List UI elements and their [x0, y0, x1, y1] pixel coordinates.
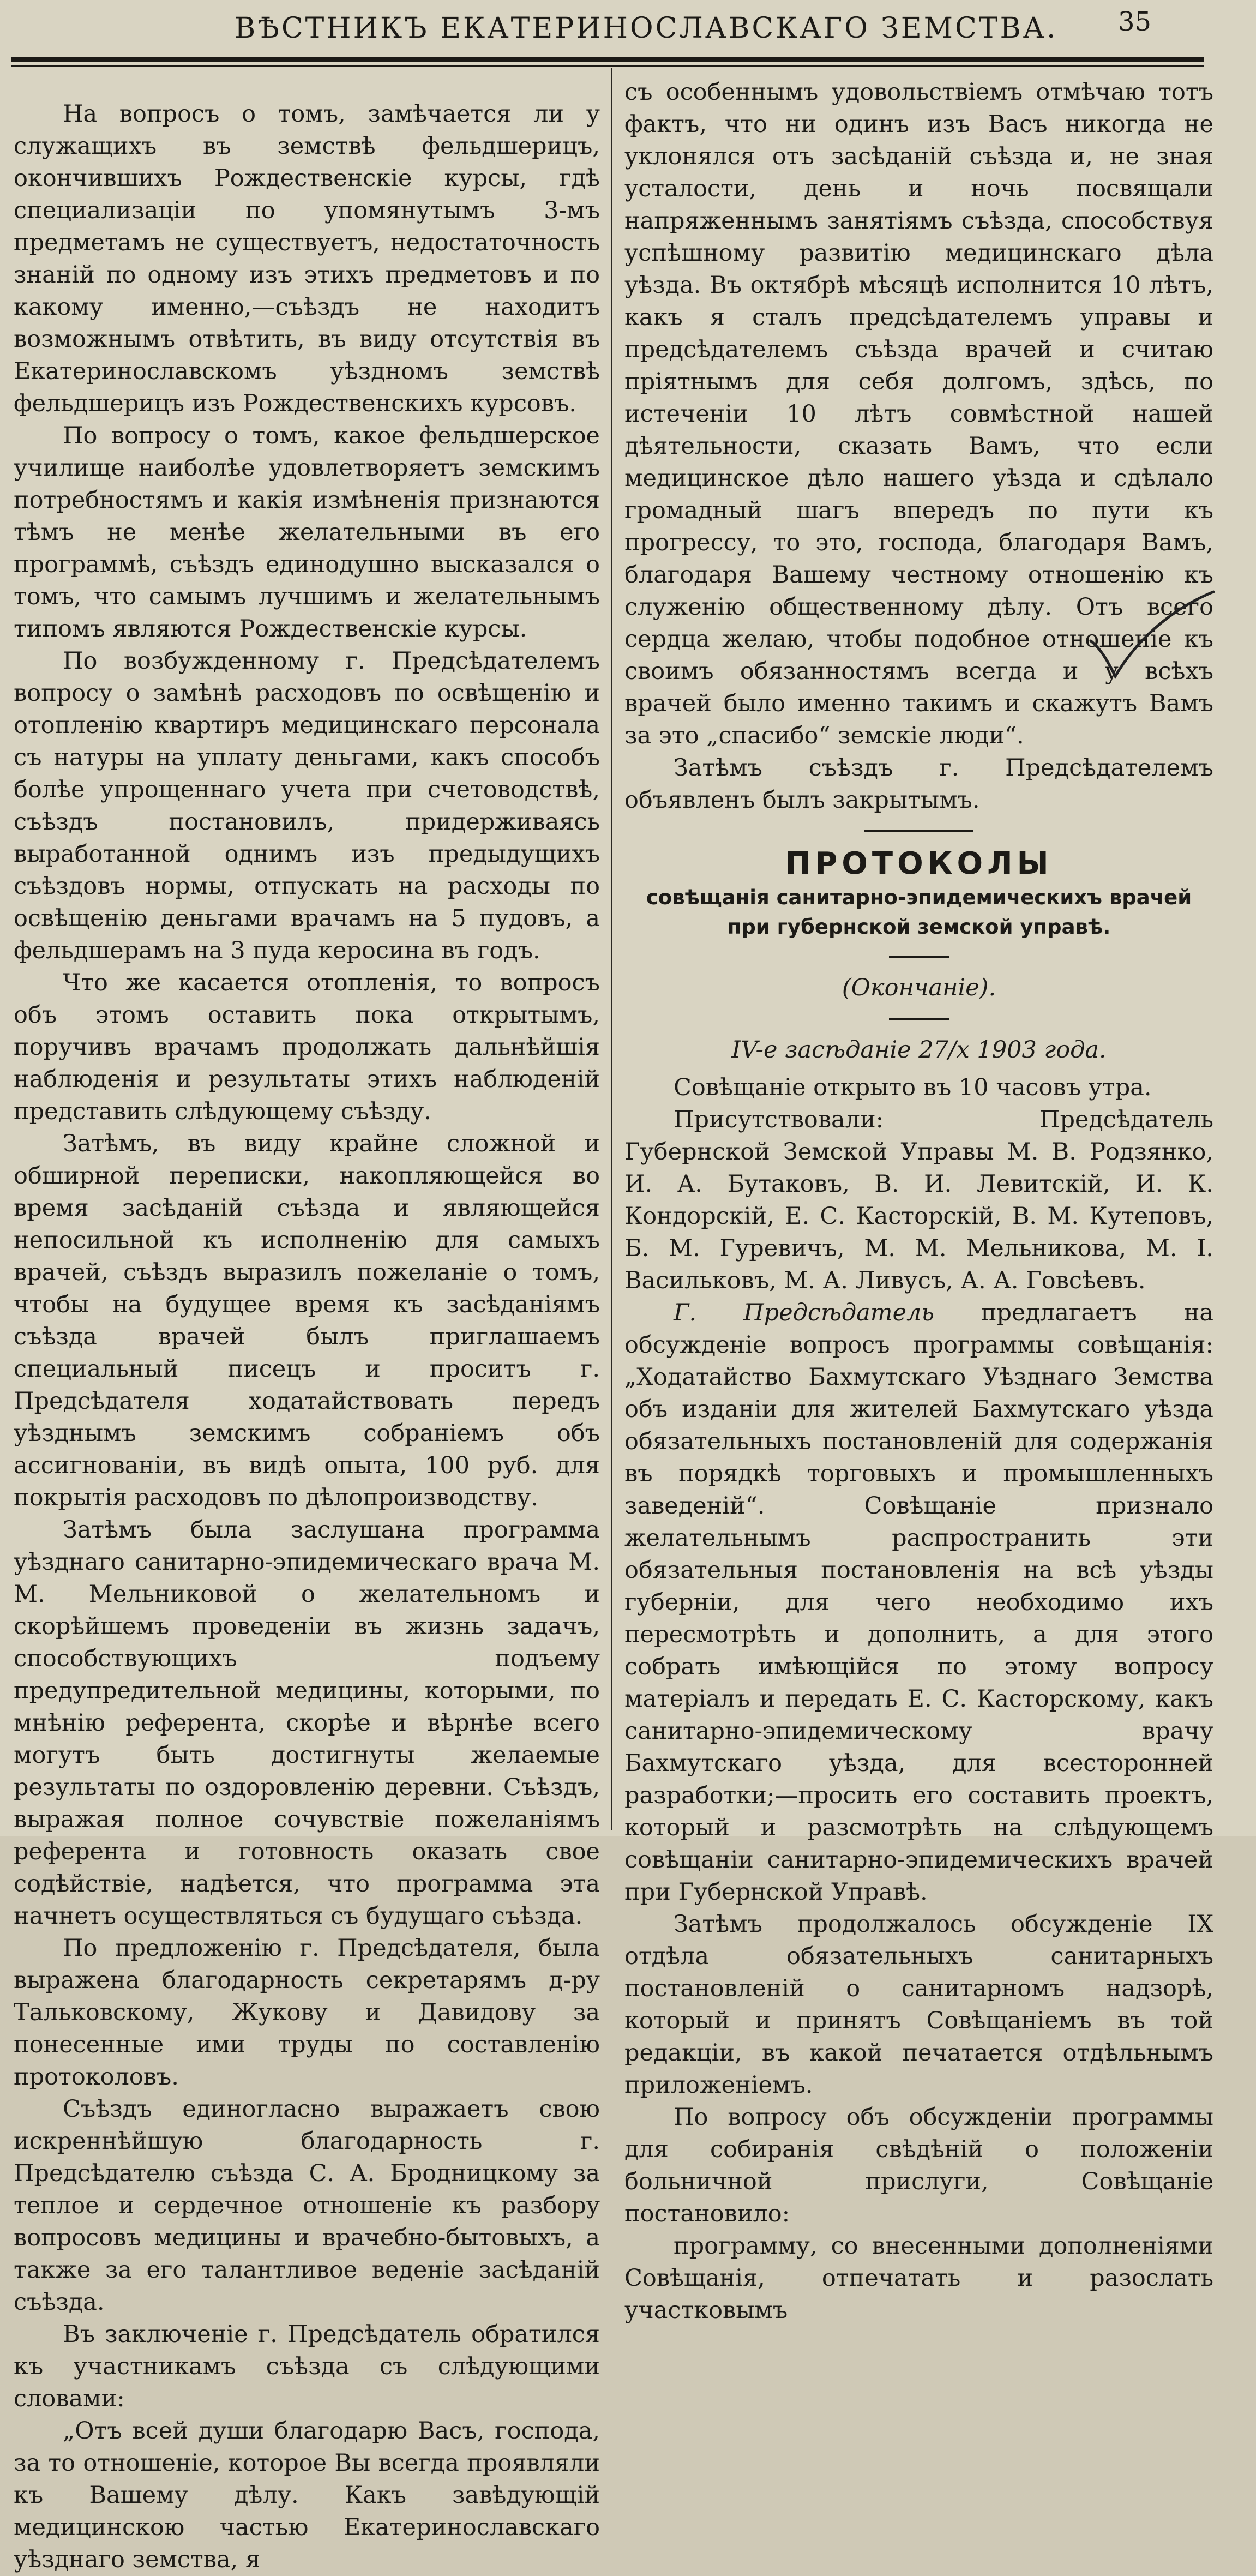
speaker-name: Г. Предсѣдатель — [674, 1299, 934, 1326]
divider-small — [889, 1018, 949, 1020]
paragraph — [624, 1297, 1213, 1908]
paragraph: По вопросу объ обсужденіи программы для собиранія свѣдѣній о положеніи больничной прислуги, Совѣщаніе постановило: — [624, 2104, 1213, 2227]
paragraph: Что же касается отопленія, то вопросъ объ этомъ оставить пока открытымъ, поручивъ врачамъ продолжать дальнѣйшія наблюденія и результаты этихъ наблюденій представить слѣдующему съѣзду. — [14, 969, 600, 1125]
protocol-title: ПРОТОКОЛЫ — [785, 846, 1053, 881]
paragraph: По возбужденному г. Предсѣдателемъ вопросу о замѣнѣ расходовъ по освѣщенію и отопленію квартиръ медицинскаго персонала съ натуры на уплату деньгами, какъ способъ болѣе упрощеннаго учета при счетоводствѣ, съѣздъ постановилъ, придерживаясь выработанной однимъ изъ предыдущихъ съѣздовъ нормы, отпускать на расходы по освѣщенію деньгами врачамъ на 5 пудовъ, а фельдшерамъ на 3 пуда керосина въ годъ. — [14, 647, 600, 964]
ending-label: (Окончаніе). — [842, 974, 996, 1001]
paragraph: программу, со внесенными дополненіями Совѣщанія, отпечатать и разослать участковымъ — [624, 2232, 1213, 2324]
column-divider — [611, 68, 612, 1830]
paragraph: Затѣмъ была заслушана программа уѣзднаго санитарно-эпидемическаго врача М. М. Мельниковой о желательномъ и скорѣйшемъ проведеніи въ жизнь задачъ, способствующихъ подъему предупредительной медицины, которыми, по мнѣнію референта, скорѣе и вѣрнѣе всего могутъ быть достигнуты желаемые результаты по оздоровленію деревни. Съѣздъ, выражая полное сочувствіе пожеланіямъ референта и готовность оказать свое содѣйствіе, надѣется, что программа эта начнетъ осуществляться съ будущаго съѣзда. — [14, 1516, 600, 1930]
session-heading: IV-е засѣданіе 27/х 1903 года. — [731, 1036, 1107, 1064]
header-rule-thick — [11, 57, 1204, 62]
page-number: 35 — [1118, 7, 1152, 37]
speaker-text: предлагаетъ на обсужденіе вопросъ программы совѣщанія: „Ходатайство Бахмутскаго Уѣзднаго Земства объ изданіи для жителей Бахмутскаго уѣзда обязательныхъ постановленій для содержанія въ порядкѣ торговыхъ и промышленныхъ заведеній“. Совѣщаніе признало желательнымъ распространить эти обязательныя постановленія на всѣ уѣзды губерніи, для чего необходимо ихъ пересмотрѣть и дополнить, а для этого собрать имѣющійся по этому вопросу матеріалъ и передать Е. С. Касторскому, какъ санитарно-эпидемическому врачу Бахмутскаго уѣзда, для всесторонней разработки;—просить его составить проектъ, который и разсмотрѣть на слѣдующемъ совѣщаніи санитарно-эпидемическихъ врачей при Губернской Управѣ. — [624, 1299, 1213, 1906]
left-column — [14, 98, 600, 2576]
paragraph: Совѣщаніе открыто въ 10 часовъ утра. — [674, 1074, 1152, 1101]
page-header — [11, 0, 1211, 52]
handwritten-checkmark-icon — [1085, 589, 1216, 682]
protocol-subtitle: совѣщанія санитарно-эпидемическихъ врачей при губернской земской управѣ. — [646, 886, 1192, 939]
paragraph: По предложенію г. Предсѣдателя, была выражена благодарность секретарямъ д-ру Тальковскому, Жукову и Давидову за понесенные ими труды по составленію протоколовъ. — [14, 1935, 600, 2091]
paragraph: Присутствовали: Предсѣдатель Губернской Земской Управы М. В. Родзянко, И. А. Бутаковъ, В. И. Левитскій, И. К. Кондорскій, Е. С. Касторскій, В. М. Кутеповъ, Б. М. Гуревичъ, М. М. Мельникова, М. І. Васильковъ, М. А. Ливусъ, А. А. Говсѣевъ. — [624, 1106, 1213, 1294]
paragraph: Въ заключеніе г. Предсѣдатель обратился къ участникамъ съѣзда съ слѣдующими словами: — [14, 2321, 600, 2412]
paragraph: На вопросъ о томъ, замѣчается ли у служащихъ въ земствѣ фельдшерицъ, окончившихъ Рождественскіе курсы, гдѣ специализаціи по упомянутымъ 3-мъ предметамъ не существуетъ, недостаточность знаній по одному изъ этихъ предметовъ и по какому именно,—съѣздъ не находитъ возможнымъ отвѣтить, въ виду отсутствія въ Екатеринославскомъ уѣздномъ земствѣ фельдшерицъ изъ Рождественскихъ курсовъ. — [14, 100, 600, 417]
paragraph: Съѣздъ единогласно выражаетъ свою искреннѣйшую благодарность г. Предсѣдателю съѣзда С. А. Бродницкому за теплое и сердечное отношеніе къ разбору вопросовъ медицины и врачебно-бытовыхъ, а также за его талантливое веденіе засѣданій съѣзда. — [14, 2095, 600, 2316]
paragraph: По вопросу о томъ, какое фельдшерское училище наиболѣе удовлетворяетъ земскимъ потребностямъ и какія измѣненія признаются тѣмъ не менѣе желательными въ его программѣ, съѣздъ единодушно высказался о томъ, что самымъ лучшимъ и желательнымъ типомъ являются Рождественскіе курсы. — [14, 422, 600, 643]
section-divider — [864, 830, 973, 832]
paragraph: „Отъ всей души благодарю Васъ, господа, за то отношеніе, которое Вы всегда проявляли къ Вашему дѣлу. Какъ завѣдующій медицинскою частью Екатеринославскаго уѣзднаго земства, я — [14, 2417, 600, 2573]
divider-small — [889, 956, 949, 958]
right-column — [624, 76, 1213, 2327]
paragraph: Затѣмъ съѣздъ г. Предсѣдателемъ объявленъ былъ закрытымъ. — [624, 754, 1213, 814]
paragraph: съ особеннымъ удовольствіемъ отмѣчаю тотъ фактъ, что ни одинъ изъ Васъ никогда не уклонялся отъ засѣданій съѣзда и, не зная усталости, день и ночь посвящали напряженнымъ занятіямъ съѣзда, способствуя успѣшному развитію медицинскаго дѣла уѣзда. Въ октябрѣ мѣсяцѣ исполнится 10 лѣтъ, какъ я сталъ предсѣдателемъ управы и предсѣдателемъ съѣзда врачей и считаю пріятнымъ для себя долгомъ, здѣсь, по истеченіи 10 лѣтъ совмѣстной нашей дѣятельности, сказать Вамъ, что если медицинское дѣло нашего уѣзда и сдѣлало громадный шагъ впередъ по пути къ прогрессу, то это, господа, благодаря Вамъ, благодаря Вашему честному отношенію къ служенію общественному дѣлу. Отъ всего сердца желаю, чтобы подобное отношеніе къ своимъ обязанностямъ всегда и у всѣхъ врачей было именно такимъ и скажутъ Вамъ за это „спасибо“ земскіе люди“. — [624, 79, 1213, 749]
paragraph: Затѣмъ продолжалось обсужденіе IX отдѣла обязательныхъ санитарныхъ постановленій о санитарномъ надзорѣ, который и принятъ Совѣщаніемъ въ той редакціи, въ какой печатается отдѣльнымъ приложеніемъ. — [624, 1911, 1213, 2099]
journal-title: ВѢСТНИКЪ ЕКАТЕРИНОСЛАВСКАГО ЗЕМСТВА. — [235, 12, 1058, 45]
paragraph: Затѣмъ, въ виду крайне сложной и обширной переписки, накопляющейся во время засѣданій съѣзда и являющейся непосильной къ исполненію для самыхъ врачей, съѣздъ выразилъ пожеланіе о томъ, чтобы на будущее время къ засѣданіямъ съѣзда врачей былъ приглашаемъ специальный писецъ и проситъ г. Предсѣдателя ходатайствовать передъ уѣзднымъ земскимъ собраніемъ объ ассигнованіи, въ видѣ опыта, 100 руб. для покрытія расходовъ по дѣлопроизводству. — [14, 1130, 600, 1511]
header-rule-thin — [11, 65, 1204, 67]
